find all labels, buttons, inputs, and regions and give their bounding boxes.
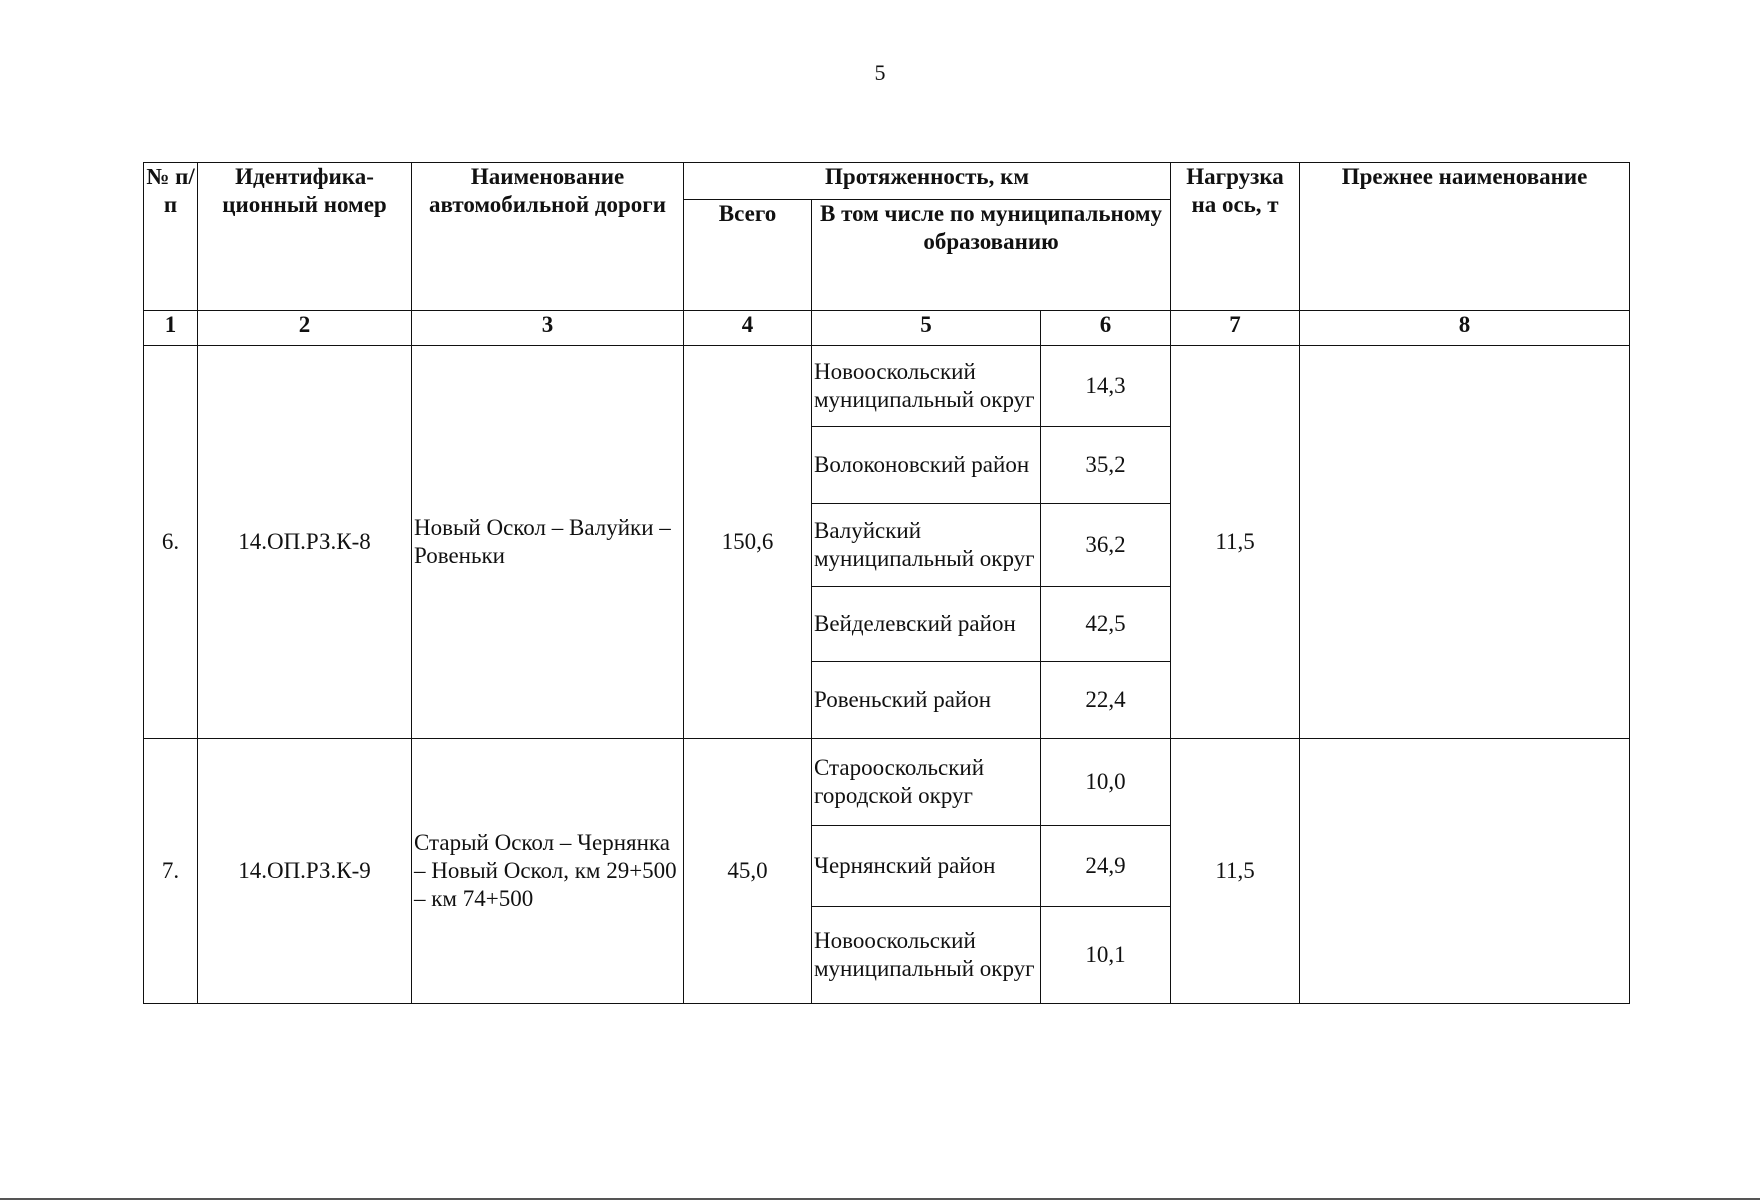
header-total: Всего [684, 200, 812, 311]
header-row-1 [144, 163, 1630, 200]
header-former: Прежнее наименование [1300, 163, 1630, 311]
part-km: 22,4 [1041, 662, 1171, 739]
part-area: Чернянский район [812, 826, 1041, 907]
road-load: 11,5 [1171, 739, 1300, 1004]
part-km: 42,5 [1041, 587, 1171, 662]
header-length: Протяженность, км [684, 163, 1171, 200]
part-area: Вейделевский район [812, 587, 1041, 662]
table-row [144, 739, 1630, 826]
part-area: Старооскольский городской округ [812, 739, 1041, 826]
road-name: Старый Оскол – Чернянка – Новый Оскол, км 29+500 – км 74+500 [412, 739, 684, 1004]
part-km: 14,3 [1041, 346, 1171, 427]
road-name: Новый Оскол – Валуйки – Ровеньки [412, 346, 684, 739]
road-former [1300, 739, 1630, 1004]
column-number: 7 [1171, 311, 1300, 346]
column-number: 3 [412, 311, 684, 346]
column-number: 4 [684, 311, 812, 346]
column-number: 1 [144, 311, 198, 346]
column-number: 2 [198, 311, 412, 346]
header-load: Нагрузка на ось, т [1171, 163, 1300, 311]
road-id: 14.ОП.РЗ.К-9 [198, 739, 412, 1004]
part-area: Ровеньский район [812, 662, 1041, 739]
part-area: Волоконовский район [812, 427, 1041, 504]
column-number: 6 [1041, 311, 1171, 346]
roads-table [143, 162, 1630, 1004]
part-area: Новооскольский муниципальный округ [812, 907, 1041, 1004]
road-load: 11,5 [1171, 346, 1300, 739]
header-name: Наименование автомобильной дороги [412, 163, 684, 311]
road-num: 7. [144, 739, 198, 1004]
header-num: № п/п [144, 163, 198, 311]
header-id: Идентифика-ционный номер [198, 163, 412, 311]
part-area: Валуйский муниципальный округ [812, 504, 1041, 587]
column-number: 5 [812, 311, 1041, 346]
part-km: 35,2 [1041, 427, 1171, 504]
road-total: 150,6 [684, 346, 812, 739]
part-km: 10,1 [1041, 907, 1171, 1004]
table-row [144, 346, 1630, 427]
road-former [1300, 346, 1630, 739]
column-numbers-row [144, 311, 1630, 346]
column-number: 8 [1300, 311, 1630, 346]
part-km: 36,2 [1041, 504, 1171, 587]
road-id: 14.ОП.РЗ.К-8 [198, 346, 412, 739]
page-number: 5 [874, 60, 886, 85]
part-km: 24,9 [1041, 826, 1171, 907]
header-including: В том числе по муниципальному образованию [812, 200, 1171, 311]
road-total: 45,0 [684, 739, 812, 1004]
part-km: 10,0 [1041, 739, 1171, 826]
part-area: Новооскольский муниципальный округ [812, 346, 1041, 427]
road-num: 6. [144, 346, 198, 739]
